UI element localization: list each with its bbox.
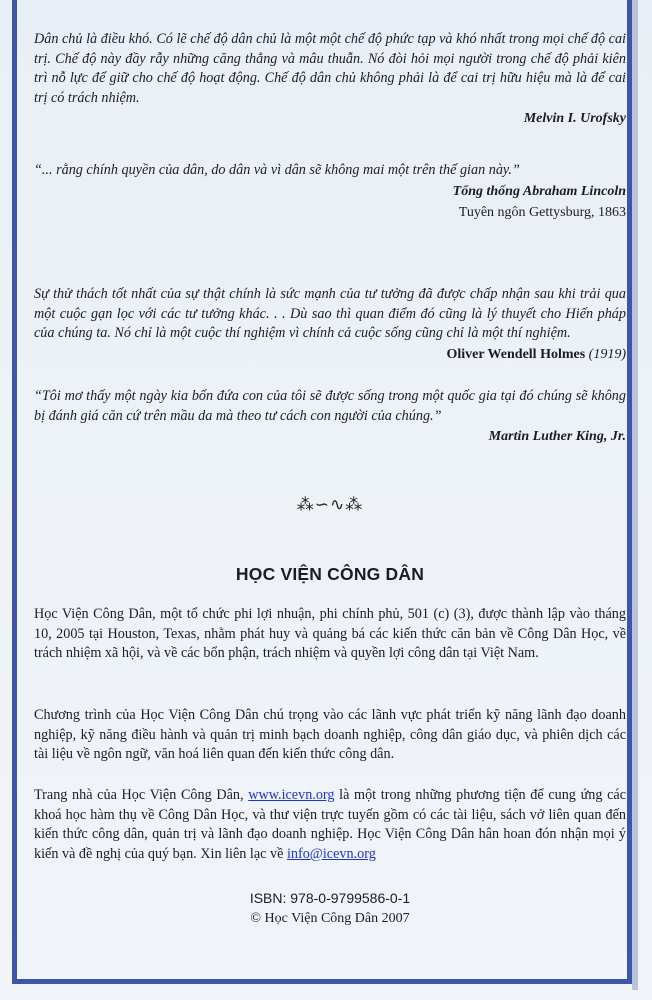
quote-holmes (34, 285, 626, 365)
website-link[interactable]: www.icevn.org (248, 787, 335, 803)
para3-intro: Trang nhà của Học Viện Công Dân, (34, 787, 249, 803)
quote-author: Oliver Wendell Holmes (446, 346, 586, 362)
quote-year: (1919) (588, 346, 626, 362)
quote-author: Martin Luther King, Jr. (488, 429, 626, 444)
para3-body: là một trong những phương tiện để cung ứng các khoá học hàm thụ về Công Dân Học, và thư viện trực tuyến gồm có các tài liệu, sách vở liên quan đến kiến thức công dân, quản trị và lãnh đạo doanh nghiệp. Học Viện Công Dân hân hoan đón nhận mọi ý kiến và đề nghị của quý bạn. Xin liên lạc về (34, 787, 626, 862)
quote-lincoln (34, 161, 626, 224)
quote-text: Dân chủ là điều khó. Có lẽ chế độ dân chủ là một một chế độ phức tạp và khó nhất trong mọi chế độ cai trị. Chế độ này đầy rẫy những căng thẳng và mâu thuẫn. Nó đòi hỏi mọi người trong chế độ phải kiên trì nỗ lực để giữ cho chế độ hoạt động. Chế độ dân chủ không phải là để cai trị hữu hiệu mà là để cai trị có trách nhiệm. (34, 31, 626, 106)
institute-paragraph-2: Chương trình của Học Viện Công Dân chú trọng vào các lãnh vực phát triển kỹ năng lãnh đạo doanh nghiệp, kỹ năng điều hành và quản trị minh bạch doanh nghiệp, công dân giáo dục, và phiên dịch các tài liệu về ngôn ngữ, văn hoá liên quan đến kiến thức công dân. (34, 707, 626, 762)
quote-author-line (34, 345, 626, 365)
quote-text: “... rằng chính quyền của dân, do dân và vì dân sẽ không mai một trên thế gian này.” (34, 162, 520, 178)
quote-author: Melvin I. Urofsky (523, 111, 626, 126)
page-edge (632, 0, 638, 990)
institute-heading: HỌC VIỆN CÔNG DÂN (235, 564, 425, 584)
quote-author: Tổng thống Abraham Lincoln (452, 183, 626, 199)
quote-text: Sự thử thách tốt nhất của sự thật chính là sức mạnh của tư tưởng đã được chấp nhận sau khi trải qua một cuộc gạn lọc với các tư tưởng khác. . . Dù sao thì quan điểm đó cũng là lý thuyết cho Hiến pháp của chúng ta. Nó chỉ là một cuộc thí nghiệm vì chính cả cuộc sống cũng chỉ là một thí nghiệm. (34, 286, 626, 341)
institute-paragraph-1: Học Viện Công Dân, một tổ chức phi lợi nhuận, phi chính phủ, 501 (c) (3), được thành lập vào tháng 10, 2005 tại Houston, Texas, nhằm phát huy và quảng bá các kiến thức căn bản về Công Dân Học, về trách nhiệm xã hội, và về các bổn phận, trách nhiệm và quyền lợi công dân tại Việt Nam. (34, 606, 626, 661)
institute-paragraph-3 (34, 786, 626, 864)
email-link[interactable]: info@icevn.org (286, 845, 376, 862)
copyright: © Học Viện Công Dân 2007 (250, 911, 410, 926)
quote-urofsky (34, 30, 626, 129)
quote-king (34, 387, 626, 447)
quote-source: Tuyên ngôn Gettysburg, 1863 (458, 204, 626, 220)
isbn: ISBN: 978-0-9799586-0-1 (249, 890, 411, 906)
ornament-divider: ⁂∽∿⁂ (296, 495, 364, 515)
quote-text: “Tôi mơ thấy một ngày kia bốn đứa con của tôi sẽ được sống trong một quốc gia tại đó chúng sẽ không bị đánh giá căn cứ trên mầu da mà theo tư cách con người của chúng.” (34, 388, 626, 424)
